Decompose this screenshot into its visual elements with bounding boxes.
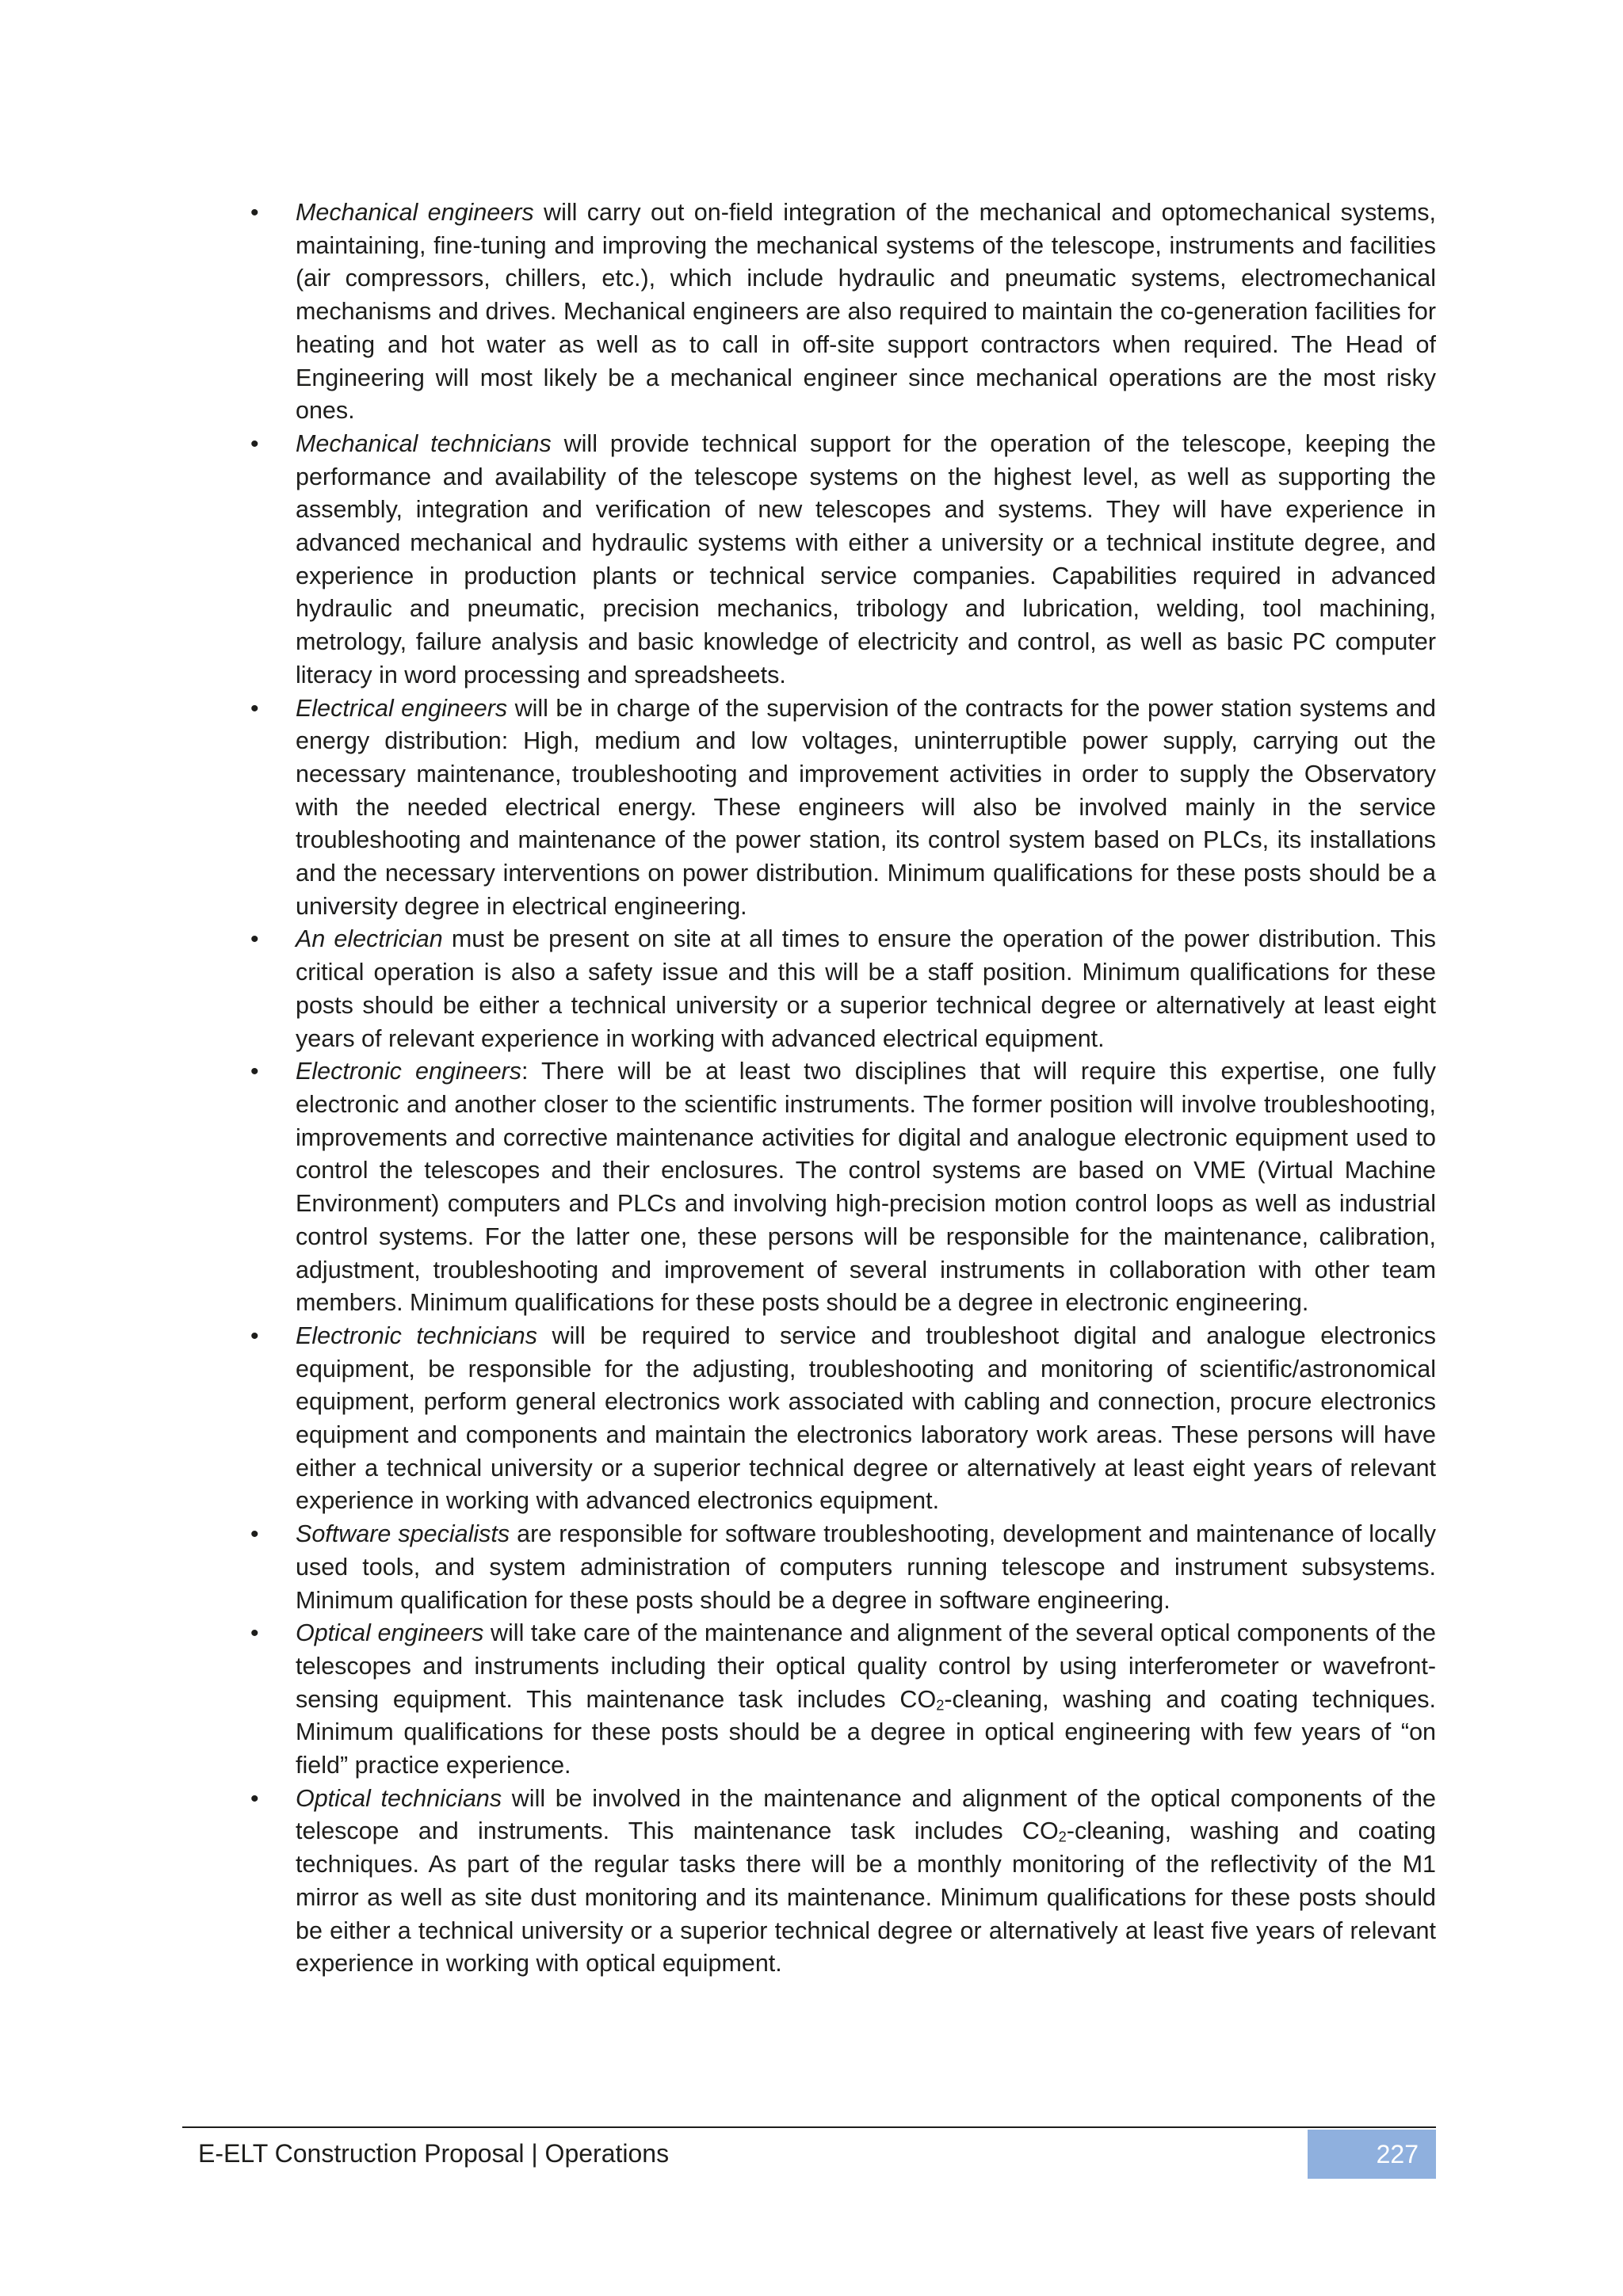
item-lead: Optical engineers <box>296 1619 484 1647</box>
subscript: 2 <box>936 1696 945 1714</box>
item-text: will carry out on-field integration of the mechanical and optomechanical systems, maintaining, fine-tuning and improving the mechanical systems of the telescope, instruments and facilities (air compressors, chillers, etc.), which include hydraulic and pneumatic systems, electromechanical mechanisms and drives. Mechanical engineers are also required to maintain the co-generation facilities for heating and hot water as well as to call in off-site support contractors when required. The Head of Engineering will most likely be a mechanical engineer since mechanical operations are the most risky ones. <box>296 199 1436 425</box>
list-item <box>238 923 1436 1055</box>
subscript: 2 <box>1058 1829 1067 1846</box>
list-item <box>238 1783 1436 1981</box>
bullet-icon: • <box>250 1521 259 1548</box>
list-item <box>238 1617 1436 1783</box>
list-item <box>238 428 1436 692</box>
item-text: will be required to service and troubleshoot digital and analogue electronics equipment, be responsible for the adjusting, troubleshooting and monitoring of scientific/astronomical equipment, perform general electronics work associated with cabling and connection, procure electronics equipment and components and maintain the electronics laboratory work areas. These persons will have either a technical university or a superior technical degree or alternatively at least eight years of relevant experience in working with advanced electronics equipment. <box>296 1322 1437 1515</box>
item-text: -cleaning, washing and coating techniques. Minimum qualifications for these posts should be a degree in optical engineering with few years of “on field” practice experience. <box>296 1685 1436 1779</box>
bullet-icon: • <box>250 430 259 457</box>
item-lead: Mechanical engineers <box>296 199 534 226</box>
bullet-icon: • <box>250 1620 259 1647</box>
item-text: are responsible for software troubleshooting, development and maintenance of locally used tools, and system administration of computers running telescope and instrument subsystems. Minimum qualification for these posts should be a degree in software engineering. <box>296 1520 1436 1614</box>
item-text: -cleaning, washing and coating techniques. As part of the regular tasks there will be a monthly monitoring of the reflectivity of the M1 mirror as well as site dust monitoring and its maintenance. Minimum qualifications for these posts should be either a technical university or a superior technical degree or alternatively at least five years of relevant experience in working with optical equipment. <box>296 1817 1437 1978</box>
item-lead: Software specialists <box>296 1520 510 1548</box>
list-item <box>238 1055 1436 1320</box>
bullet-icon: • <box>250 200 259 226</box>
list-item <box>238 1518 1436 1617</box>
item-text: will be in charge of the supervision of the contracts for the power station systems and energy distribution: High, medium and low voltages, uninterruptible power supply, carrying out the necessary maintenance, troubleshooting and improvement activities in order to supply the Observatory with the needed electrical energy. These engineers will also be involved mainly in the service troubleshooting and maintenance of the power station, its control system based on PLCs, its installations and the necessary interventions on power distribution. Minimum qualifications for these posts should be a university degree in electrical engineering. <box>296 694 1436 920</box>
bullet-icon: • <box>250 1058 259 1085</box>
bullet-icon: • <box>250 1785 259 1812</box>
bullet-icon: • <box>250 926 259 953</box>
body-content <box>238 196 1436 1981</box>
list-item <box>238 196 1436 428</box>
list-item <box>238 1320 1436 1518</box>
footer-divider <box>182 2126 1436 2128</box>
item-lead: Mechanical technicians <box>296 429 552 457</box>
item-lead: An electrician <box>296 925 443 953</box>
item-text: must be present on site at all times to ensure the operation of the power distribution. This critical operation is also a safety issue and this will be a staff position. Minimum qualifications for these posts should be either a technical university or a superior technical degree or alternatively at least eight years of relevant experience in working with advanced electrical equipment. <box>296 925 1436 1052</box>
page-number: 227 <box>1308 2130 1436 2179</box>
footer-title: E-ELT Construction Proposal | Operations <box>198 2139 670 2168</box>
staff-roles-list <box>238 196 1436 1981</box>
bullet-icon: • <box>250 1322 259 1349</box>
item-text: will be involved in the maintenance and alignment of the optical components of the telescope and instruments. This maintenance task includes CO <box>296 1784 1436 1845</box>
bullet-icon: • <box>250 695 259 722</box>
item-text: will take care of the maintenance and alignment of the several optical components of the telescopes and instruments including their optical quality control by using interferometer or wavefront-sensing equipment. This maintenance task includes CO <box>296 1619 1436 1713</box>
item-text: will provide technical support for the operation of the telescope, keeping the performance and availability of the telescope systems on the highest level, as well as supporting the assembly, integration and verification of new telescopes and systems. They will have experience in advanced mechanical and hydraulic systems with either a university or a technical institute degree, and experience in production plants or technical service companies. Capabilities required in advanced hydraulic and pneumatic, precision mechanics, tribology and lubrication, welding, tool machining, metrology, failure analysis and basic knowledge of electricity and control, as well as basic PC computer literacy in word processing and spreadsheets. <box>296 429 1437 688</box>
item-lead: Electronic technicians <box>296 1322 537 1349</box>
item-lead: Electrical engineers <box>296 694 508 722</box>
item-text: : There will be at least two disciplines that will require this expertise, one fully electronic and another closer to the scientific instruments. The former position will involve troubleshooting, improvements and corrective maintenance activities for digital and analogue electronic equipment used to control the telescopes and their enclosures. The control systems are based on VME (Virtual Machine Environment) computers and PLCs and involving high-precision motion control loops as well as industrial control systems. For the latter one, these persons will be responsible for the maintenance, calibration, adjustment, troubleshooting and improvement of several instruments in collaboration with other team members. Minimum qualifications for these posts should be a degree in electronic engineering. <box>296 1058 1437 1317</box>
item-lead: Optical technicians <box>296 1784 502 1812</box>
list-item <box>238 692 1436 924</box>
item-lead: Electronic engineers <box>296 1058 521 1085</box>
